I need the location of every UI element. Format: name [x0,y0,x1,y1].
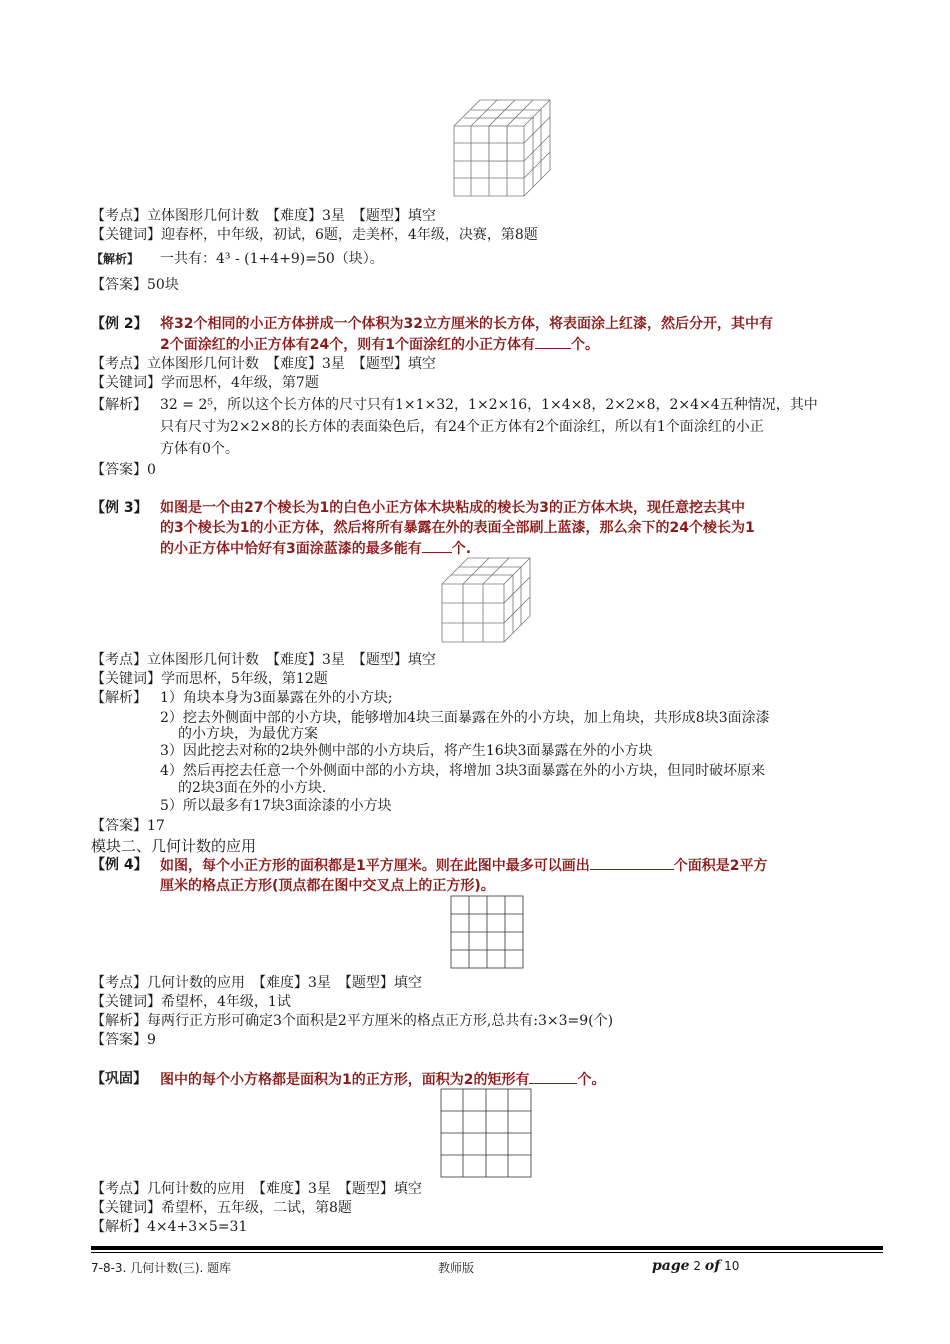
ex3-tag: 【例 3】 [91,500,148,516]
ex2-question [160,314,884,355]
ex2-answer-blank[interactable] [535,334,571,349]
ex2-keywords: 【关键词】学而思杯，4年级，第7题 [91,375,319,391]
figure-grid-4x4 [450,895,524,969]
ex3-step2: 2）挖去外侧面中部的小方块，能够增加4块三面暴露在外的小方块，加上角块，共形成8块3面涂漆 [160,710,770,726]
ex1-analysis: 一共有：4³ - (1+4+9)=50（块）。 [160,251,384,267]
ex3-step1: 1）角块本身为3面暴露在外的小方块; [160,690,393,706]
footer-page-total: 10 [724,1259,740,1273]
consolidate-analysis: 【解析】4×4+3×5=31 [91,1219,248,1235]
ex2-tag: 【例 2】 [91,316,148,332]
footer-edition: 教师版 [438,1261,475,1275]
ex3-step2-cont: 的小方块，为最优方案 [178,726,318,742]
ex4-question-line1-end: 个面积是2平方 [673,858,768,874]
ex4-tag: 【例 4】 [91,857,148,873]
ex1-analysis-tag: 【解析】 [91,252,140,266]
consolidate-question [160,1069,884,1090]
ex2-question-line2-end: 个。 [570,337,599,353]
footer-of-word: of [704,1258,721,1274]
footer-doc-title: 7-8-3. 几何计数(三). 题库 [91,1261,232,1275]
footer-rule-thin [91,1252,883,1253]
consolidate-question-end: 个。 [577,1072,606,1088]
ex4-analysis: 【解析】每两行正方形可确定3个面积是2平方厘米的格点正方形,总共有:3×3=9(个) [91,1013,614,1029]
ex1-meta: 【考点】立体图形几何计数 【难度】3星 【题型】填空 [91,208,436,224]
consolidate-question-text: 图中的每个小方格都是面积为1的正方形，面积为2的矩形有 [160,1072,530,1088]
ex4-question-line2: 厘米的格点正方形(顶点都在图中交叉点上的正方形)。 [160,878,495,894]
ex2-analysis-line3: 方体有0个。 [160,441,239,457]
consolidate-keywords: 【关键词】希望杯，五年级，二试，第8题 [91,1200,352,1216]
ex3-question [160,498,884,559]
ex3-answer-blank[interactable] [422,538,452,553]
ex3-step4-cont: 的2块3面在外的小方块. [178,780,327,796]
footer-page-number [652,1258,739,1274]
ex2-question-line2: 2个面涂红的小正方体有24个，则有1个面涂红的小正方体有 [160,337,535,353]
ex2-analysis-line1: 32 = 2⁵，所以这个长方体的尺寸只有1×1×32，1×2×16，1×4×8，2×2×8，2×4×4五种情况，其中 [160,397,818,413]
consolidate-meta: 【考点】几何计数的应用 【难度】3星 【题型】填空 [91,1181,422,1197]
ex3-keywords: 【关键词】学而思杯，5年级，第12题 [91,671,328,687]
ex1-keywords: 【关键词】迎春杯，中年级，初试，6题，走美杯，4年级，决赛，第8题 [91,227,538,243]
ex1-answer: 【答案】50块 [91,277,179,293]
ex4-meta: 【考点】几何计数的应用 【难度】3星 【题型】填空 [91,975,422,991]
ex3-question-line1: 如图是一个由27个棱长为1的白色小正方体木块粘成的棱长为3的正方体木块，现任意挖去其中 [160,500,745,516]
figure-cube-3x3x3 [440,556,532,644]
figure-grid-4x4-b [440,1088,532,1180]
ex3-analysis-tag: 【解析】 [91,690,147,706]
ex4-question-line1: 如图，每个小正方形的面积都是1平方厘米。则在此图中最多可以画出 [160,858,590,874]
ex3-question-line3-end: 个. [451,541,472,557]
footer-page-word: page [652,1258,690,1274]
footer-rule-thick [91,1246,883,1250]
consolidate-answer-blank[interactable] [529,1069,577,1084]
ex2-analysis-line2: 只有尺寸为2×2×8的长方体的表面染色后，有24个正方体有2个面涂红，所以有1个面涂红的小正 [160,419,764,435]
ex2-analysis-tag: 【解析】 [91,397,147,413]
ex3-step4: 4）然后再挖去任意一个外侧面中部的小方块，将增加 3块3面暴露在外的小方块，但同时破坏原来 [160,763,766,779]
ex2-question-line1: 将32个相同的小正方体拼成一个体积为32立方厘米的长方体，将表面涂上红漆，然后分开，其中有 [160,316,773,332]
ex4-answer: 【答案】9 [91,1032,156,1048]
ex2-meta: 【考点】立体图形几何计数 【难度】3星 【题型】填空 [91,356,436,372]
ex3-question-line2: 的3个棱长为1的小正方体，然后将所有暴露在外的表面全部刷上蓝漆，那么余下的24个棱长为1 [160,520,755,536]
consolidate-tag: 【巩固】 [91,1071,147,1087]
ex3-answer: 【答案】17 [91,818,165,834]
ex2-answer: 【答案】0 [91,462,156,478]
ex3-question-line3: 的小正方体中恰好有3面涂蓝漆的最多能有 [160,541,422,557]
ex3-step5: 5）所以最多有17块3面涂漆的小方块 [160,798,392,814]
ex3-meta: 【考点】立体图形几何计数 【难度】3星 【题型】填空 [91,652,436,668]
ex3-step3: 3）因此挖去对称的2块外侧中部的小方块后，将产生16块3面暴露在外的小方块 [160,743,653,759]
ex4-answer-blank[interactable] [590,855,674,870]
figure-staircase-cube [452,98,552,200]
ex4-question [160,855,884,896]
module-heading: 模块二、几何计数的应用 [91,837,257,855]
ex4-keywords: 【关键词】希望杯，4年级，1试 [91,994,291,1010]
footer-page-current: 2 [693,1259,702,1273]
